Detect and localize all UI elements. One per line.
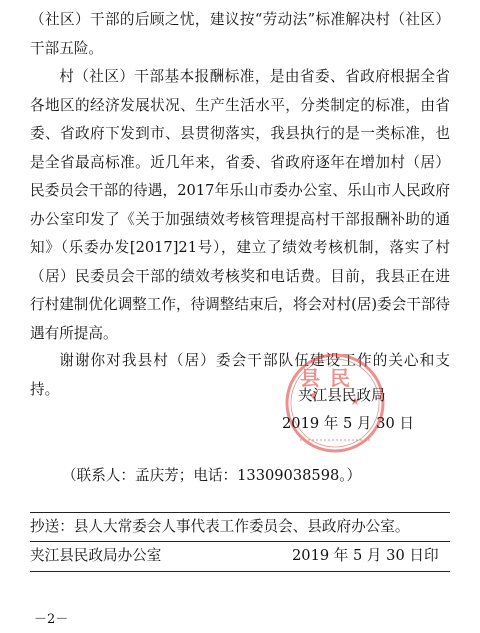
signing-organization: 夹江县民政局 — [298, 387, 386, 404]
contact-info: （联系人：孟庆芳；电话：13309038598。） — [62, 467, 362, 484]
signing-date: 2019 年 5 月 30 日 — [282, 415, 414, 432]
body-paragraph-continued: （社区）干部的后顾之忧，建议按“劳动法”标准解决村（社区）干部五险。 — [30, 11, 450, 57]
footer-divider-middle — [30, 541, 450, 542]
seal-arc-text: 县民 — [300, 366, 360, 390]
footer-divider-bottom — [30, 571, 450, 572]
body-paragraph-thanks: 谢谢你对我县村（居）委会干部队伍建设工作的关心和支持。 — [30, 352, 450, 398]
print-date: 2019 年 5 月 30 日印 — [292, 547, 439, 564]
page-number: －2－ — [34, 612, 69, 627]
footer-divider-top — [30, 512, 450, 513]
cc-line: 抄送：县人大常委会人事代表工作委员会、县政府办公室。 — [30, 518, 410, 535]
body-paragraph-salary-standard: 村（社区）干部基本报酬标准，是由省委、省政府根据全省各地区的经济发展状况、生产生活水平，分类制定的标准，由省委、省政府下发到市、县贯彻落实，我县执行的是一类标准，也是全省最高标准。近几年来，省委、省政府逐年在增加村（居）民委员会干部的待遇，2017年乐山市委办公室、乐山市人民政府办公室印发了《关于加强绩效考核管理提高村干部报酬补助的通知》（乐委办发[2017]21号），建立了绩效考核机制，落实了村（居）民委员会干部的绩效考核奖和电话费。目前，我县正在进行村建制优化调整工作，待调整结束后，将会对村(居)委会干部待遇有所提高。 — [30, 68, 451, 342]
issuing-office: 夹江县民政局办公室 — [30, 547, 162, 564]
